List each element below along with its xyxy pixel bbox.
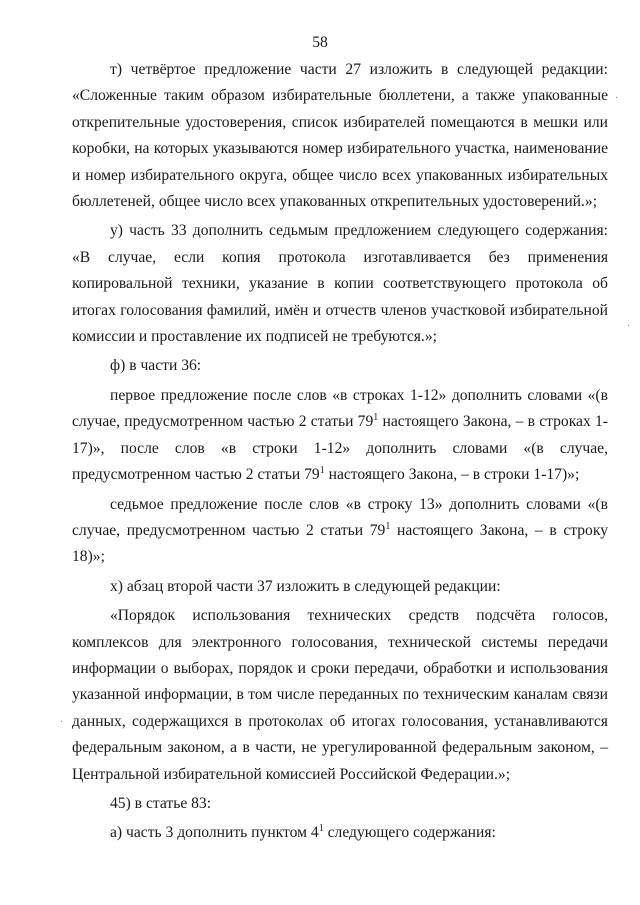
superscript: 1: [373, 412, 379, 424]
paragraph-t: т) четвёртое предложение части 27 изложить в следующей редакции: «Сложенные таким образом избирательные бюллетени, а также упакованные открепительные удостоверения, список избирателей помещаются в мешки или коробки, на которых указываются номер избирательного участка, наименование и номер избирательного округа, общее число всех упакованных избирательных бюллетеней, общее число всех упакованных открепительных удостоверений.»;: [72, 61, 608, 211]
seventh-sentence-text-a: седьмое предложение после слов «в строку 13» дополнить словами «(в случае, предусмотренном частью 2 статьи 79: [72, 495, 608, 539]
first-sentence-text-b: настоящего Закона, – в строках 1-17)», после слов «в строки 1-12» дополнить словами «(в случае, предусмотренном частью 2 статьи 79: [72, 413, 608, 484]
paragraph-kh: х) абзац второй части 37 изложить в следующей редакции:: [110, 577, 501, 595]
part-3-text-b: следующего содержания:: [323, 824, 496, 842]
first-sentence-text-a: первое предложение после слов «в строках 1-12» дополнить словами «(в случае, предусмотренном частью 2 статьи 79: [72, 386, 608, 431]
scan-artifact: ·: [60, 717, 64, 728]
paragraph-first-sentence: [72, 383, 608, 489]
superscript: 1: [319, 465, 325, 477]
paragraph-part-3: [72, 820, 608, 846]
paragraph-f: ф) в части 36:: [110, 357, 202, 375]
page-number: 58: [312, 34, 328, 51]
superscript: 1: [385, 520, 391, 532]
paragraph-seventh-sentence: [72, 492, 608, 571]
scan-artifact: ·: [615, 93, 619, 104]
paragraph-u: у) часть 33 дополнить седьмым предложением следующего содержания: «В случае, если копия протокола изготавливается без применения копировальной техники, указание в копии соответствующего протокола об итогах голосования фамилий, имён и отчеств членов участковой избирательной комиссии и проставление их подписей не требуются.»;: [72, 222, 608, 346]
paragraph-order-quote: «Порядок использования технических средств подсчёта голосов, комплексов для электронного голосования, технической системы передачи информации о выборах, порядок и сроки передачи, обработки и использования указанной информации, в том числе переданных по техническим каналам связи данных, содержащихся в протоколах об итогах голосования, устанавливаются федеральным законом, а в части, не урегулированной федеральным законом, – Центральной избирательной комиссией Российской Федерации.»;: [72, 607, 608, 783]
first-sentence-text-c: настоящего Закона, – в строки 1-17)»;: [324, 466, 580, 484]
document-body: [72, 57, 608, 847]
superscript: 1: [318, 823, 324, 835]
paragraph-article-83: 45) в статье 83:: [110, 794, 212, 812]
scan-artifact: ·: [627, 321, 631, 332]
seventh-sentence-text-b: настоящего Закона, – в строку 18)»;: [72, 521, 608, 566]
part-3-text-a: а) часть 3 дополнить пунктом 4: [110, 824, 319, 842]
